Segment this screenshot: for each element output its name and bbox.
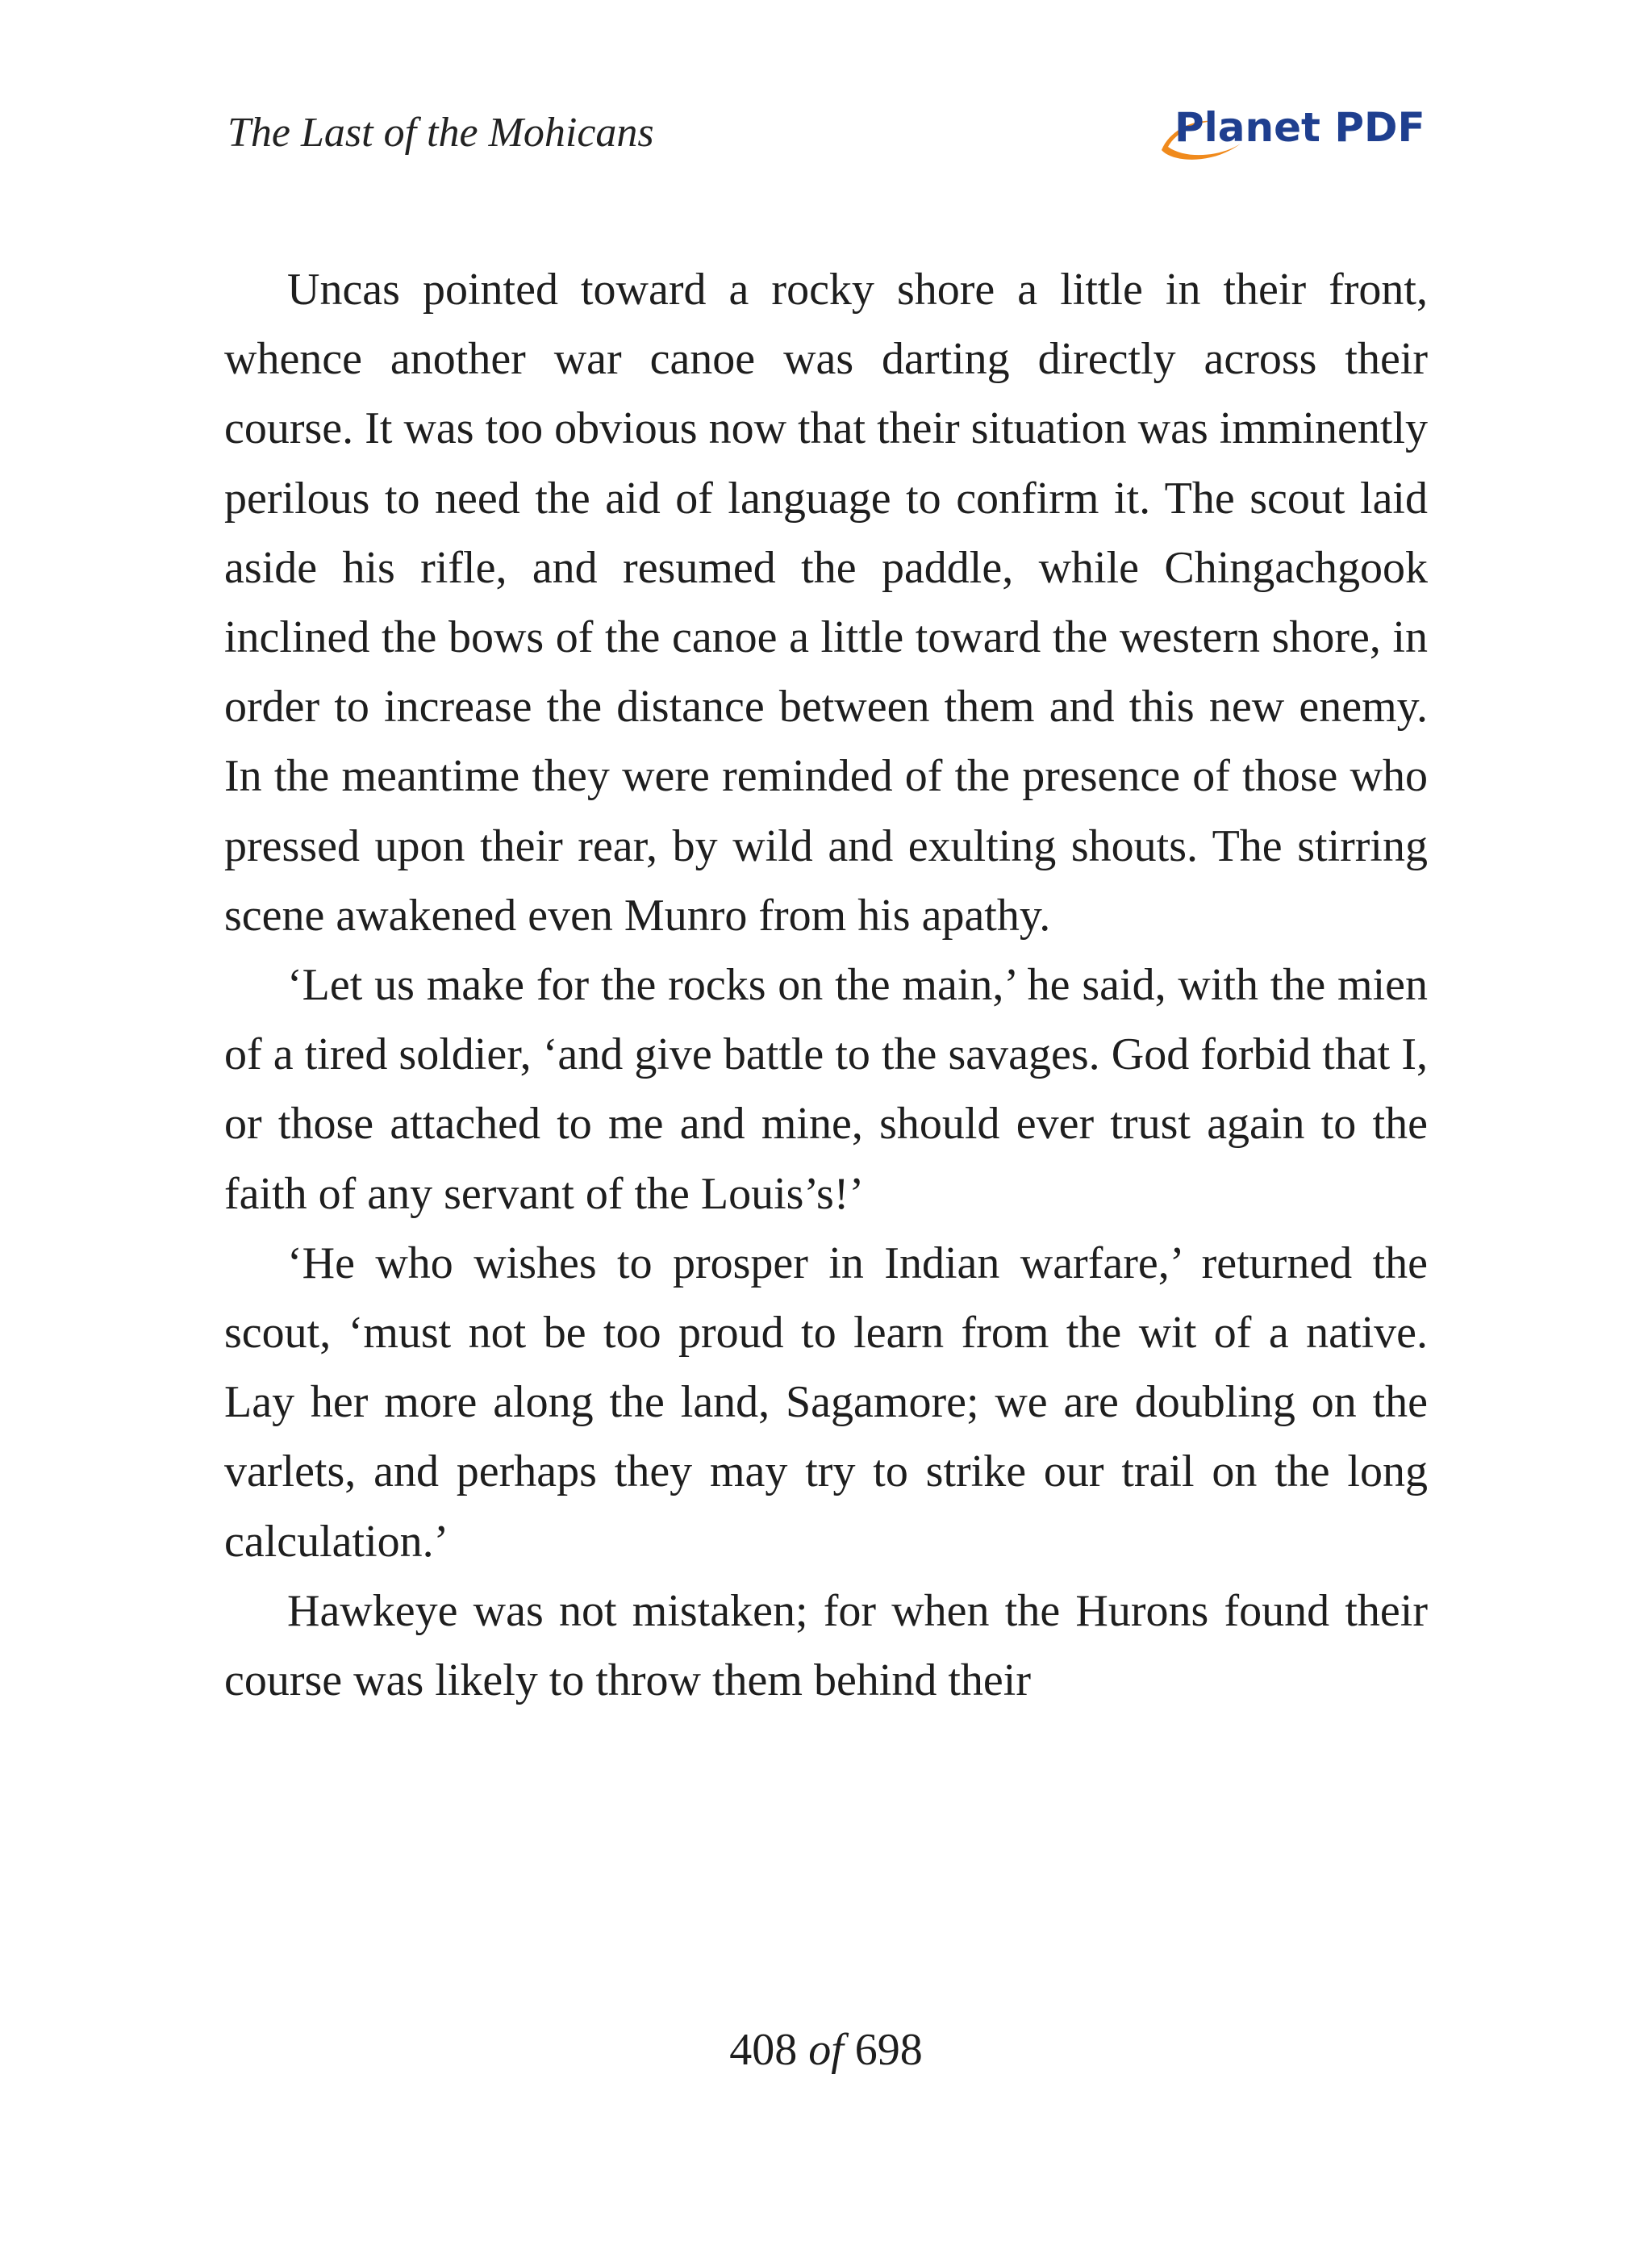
paragraph: Hawkeye was not mistaken; for when the Hurons found their course was likely to throw them behind their [224,1585,1428,1706]
running-title: The Last of the Mohicans [227,110,654,156]
paragraph: Uncas pointed toward a rocky shore a little in their front, whence another war canoe was darting directly across their course. It was too obvious now that their situation was imminently perilous to need the aid of language to confirm it. The scout laid aside his rifle, and resumed the paddle, while Chingachgook inclined the bows of the canoe a little toward the western shore, in order to increase the distance between them and this new enemy. In the meantime they were reminded of the presence of those who pressed upon their rear, by wild and exulting shouts. The stirring scene awakened even Munro from his apathy. [224,265,1428,941]
logo-wordmark [1174,103,1425,152]
logo-planet-text: Planet [1174,104,1320,151]
current-page: 408 [729,2025,798,2075]
paragraph: ‘He who wishes to prosper in Indian warfare,’ returned the scout, ‘must not be too proud to learn from the wit of a native. Lay her more along the land, Sagamore; we are doubling on the varlets, and perhaps they may try to strike our trail on the long calculation.’ [224,1238,1428,1567]
paragraph: ‘Let us make for the rocks on the main,’ he said, with the mien of a tired soldier, ‘and give battle to the savages. God forbid that I, or those attached to me and mine, should ever trust again to the faith of any servant of the Louis’s!’ [224,960,1428,1219]
logo-pdf-text: PDF [1334,104,1425,151]
planet-pdf-logo [1157,103,1423,168]
page-of-label: of [808,2025,844,2075]
page-number [0,2023,1652,2077]
page-header [224,103,1428,176]
total-pages: 698 [854,2025,923,2075]
page-body [224,255,1428,1715]
